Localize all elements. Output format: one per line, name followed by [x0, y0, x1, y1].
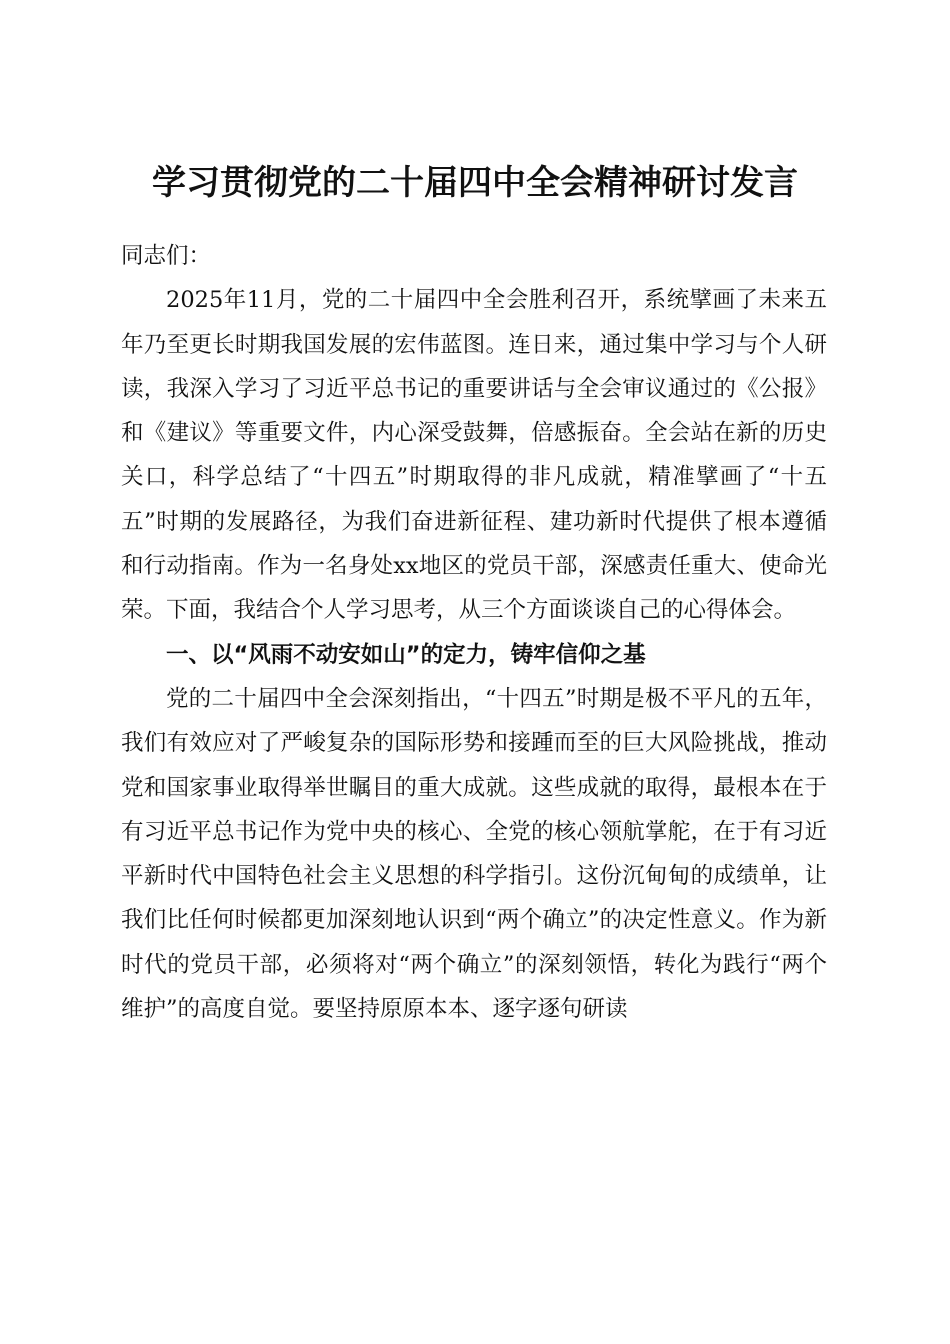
section-heading: 一、以“风雨不动安如山”的定力，铸牢信仰之基 [166, 641, 646, 668]
document-body [121, 234, 827, 1031]
document-title: 学习贯彻党的二十届四中全会精神研讨发言 [152, 162, 798, 203]
section-paragraph: 党的二十届四中全会深刻指出，“十四五”时期是极不平凡的五年，我们有效应对了严峻复杂的国际形势和接踵而至的巨大风险挑战，推动党和国家事业取得举世瞩目的重大成就。这些成就的取得，最根本在于有习近平总书记作为党中央的核心、全党的核心领航掌舵，在于有习近平新时代中国特色社会主义思想的科学指引。这份沉甸甸的成绩单，让我们比任何时候都更加深刻地认识到“两个确立”的决定性意义。作为新时代的党员干部，必须将对“两个确立”的深刻领悟，转化为践行“两个维护”的高度自觉。要坚持原原本本、逐字逐句研读 [121, 685, 827, 1023]
salutation: 同志们： [121, 243, 212, 269]
intro-paragraph: 2025年11月，党的二十届四中全会胜利召开，系统擘画了未来五年乃至更长时期我国发展的宏伟蓝图。连日来，通过集中学习与个人研读，我深入学习了习近平总书记的重要讲话与全会审议通过的《公报》和《建议》等重要文件，内心深受鼓舞，倍感振奋。全会站在新的历史关口，科学总结了“十四五”时期取得的非凡成就，精准擘画了“十五五”时期的发展路径，为我们奋进新征程、建功新时代提供了根本遵循和行动指南。作为一名身处xx地区的党员干部，深感责任重大、使命光荣。下面，我结合个人学习思考，从三个方面谈谈自己的心得体会。 [121, 287, 827, 624]
